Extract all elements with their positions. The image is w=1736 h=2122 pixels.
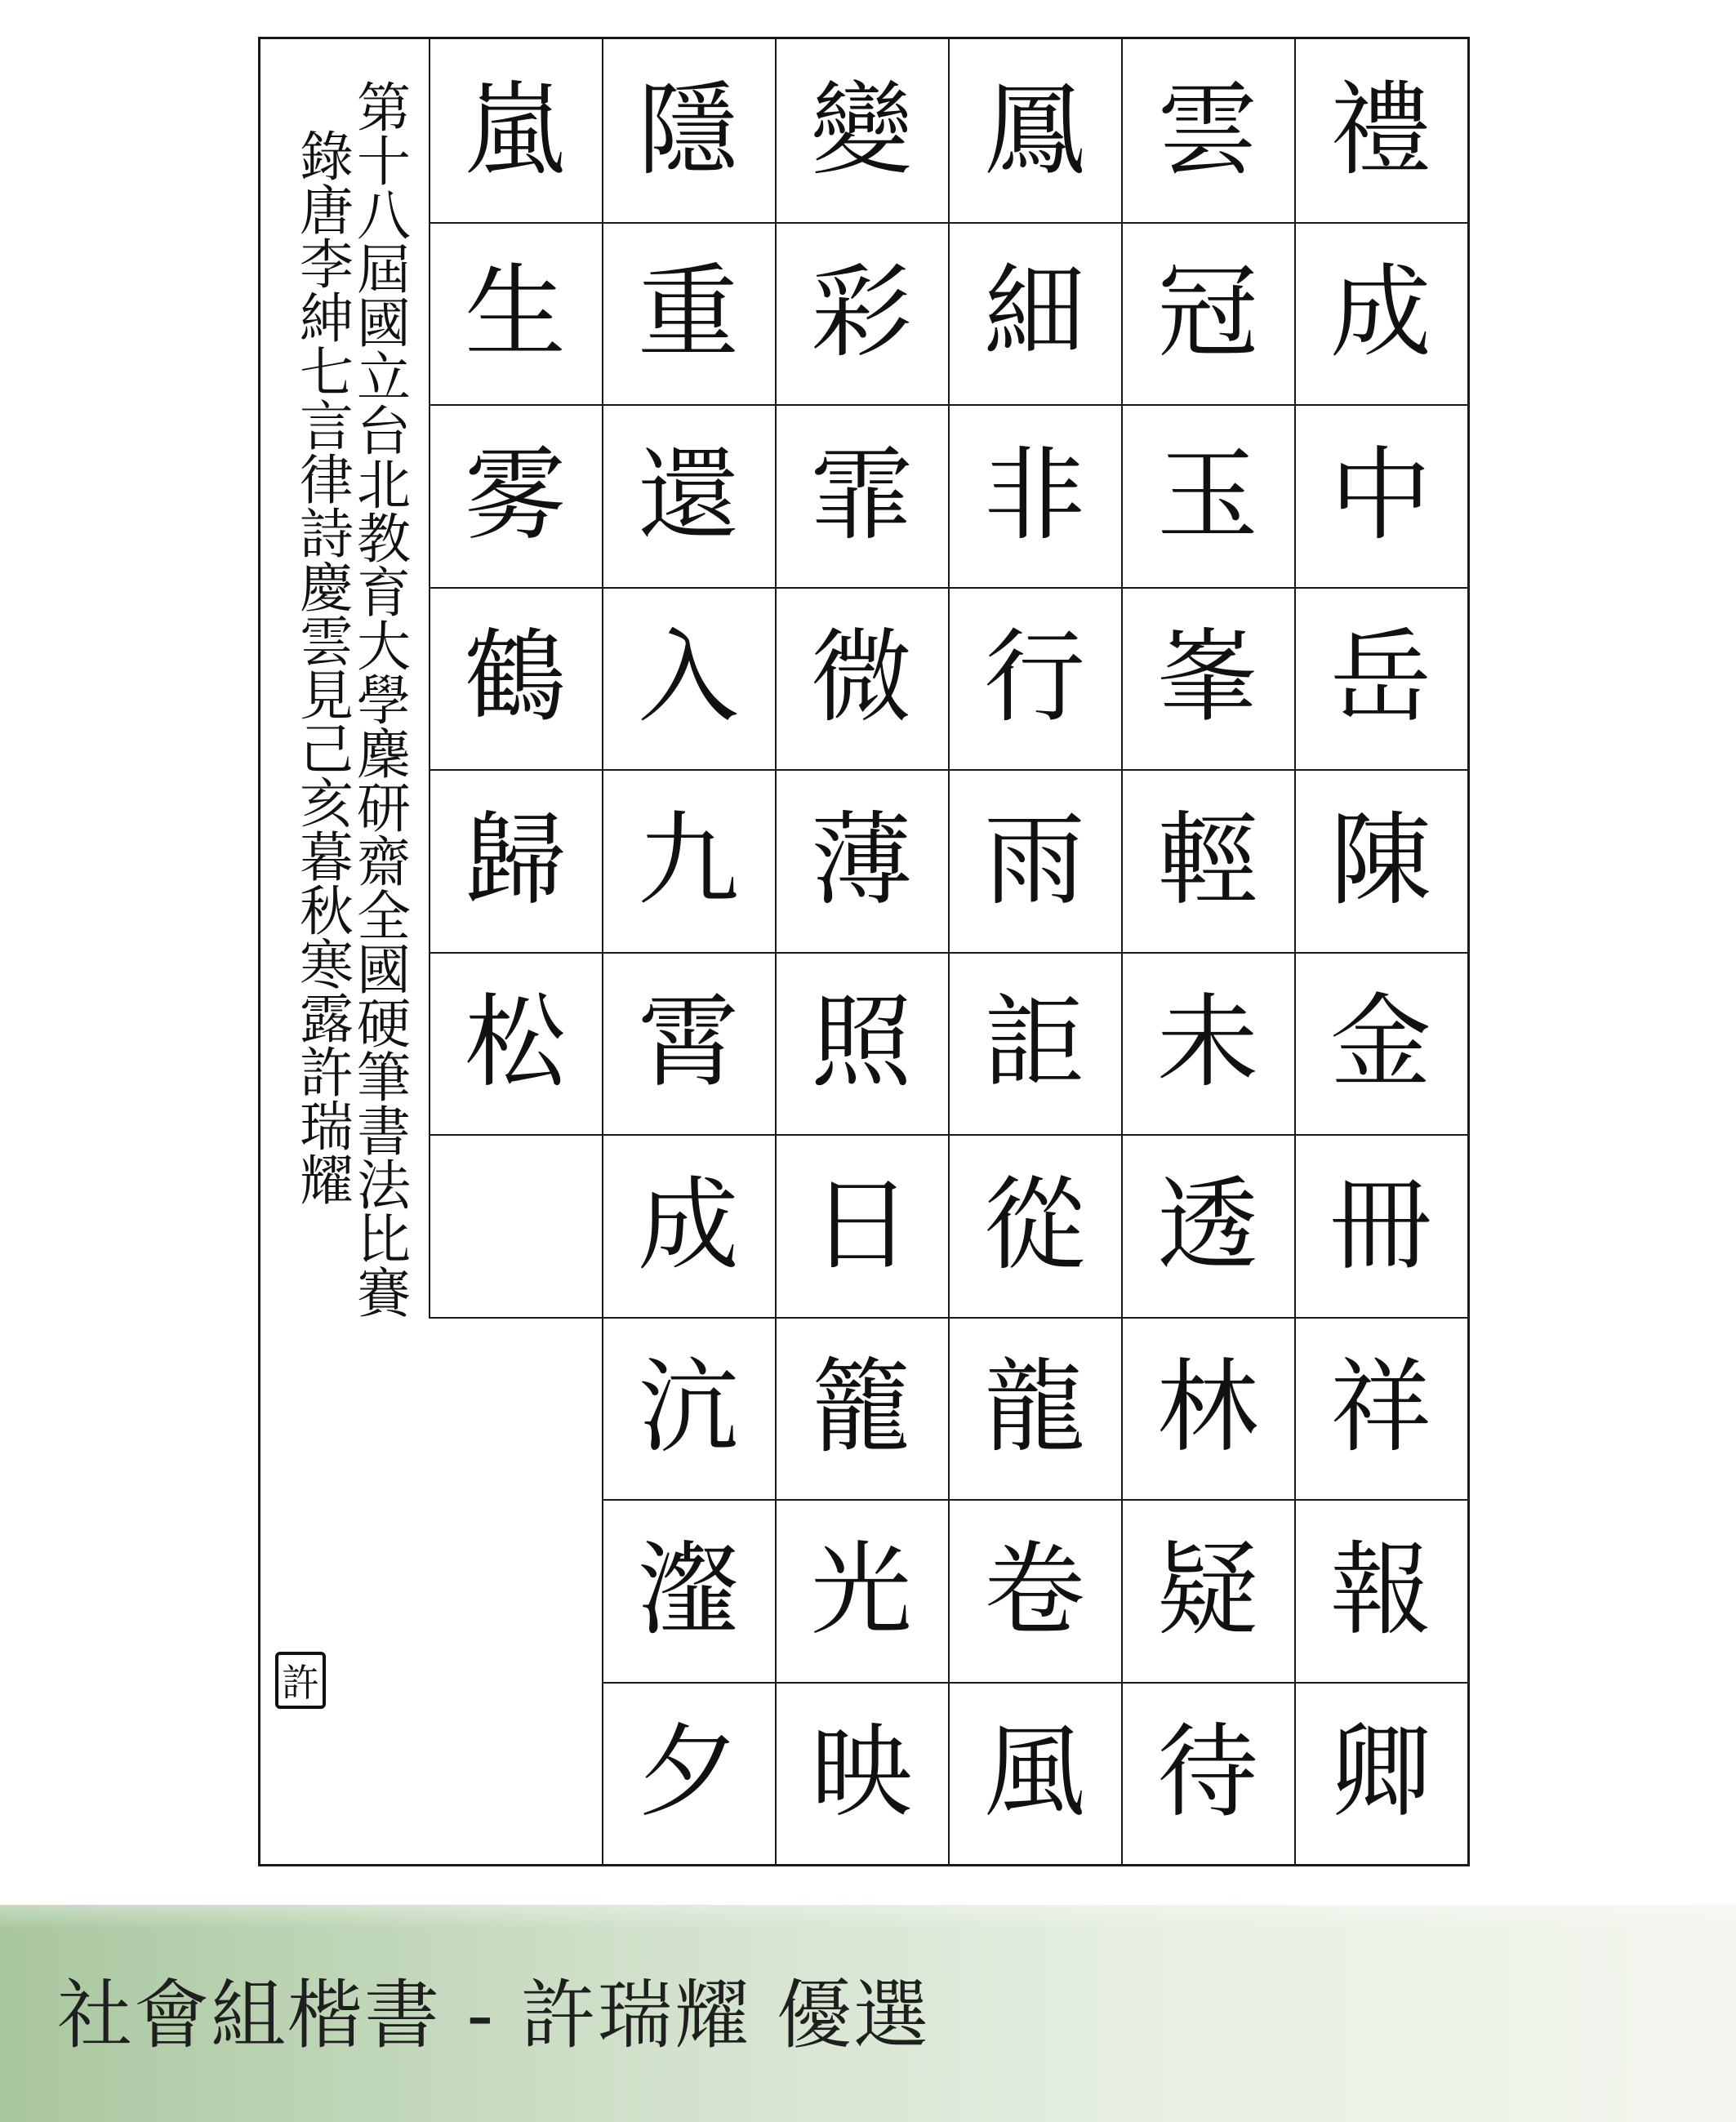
inscription-char: 許 [300, 1042, 354, 1105]
inscription-char: 言 [300, 395, 354, 458]
inscription-char: 台 [357, 400, 411, 463]
inscription-char: 立 [357, 346, 411, 409]
grid-cell: 禮 [1329, 71, 1431, 189]
grid-cell: 還 [637, 436, 739, 554]
inscription-char: 齋 [357, 831, 411, 894]
inscription-char: 唐 [300, 180, 354, 242]
grid-cell: 彩 [810, 254, 912, 372]
grid-cell: 瀣 [637, 1531, 739, 1649]
grid-cell: 鶴 [464, 619, 566, 737]
grid-cell: 變 [810, 71, 912, 189]
inscription-char: 紳 [300, 287, 354, 350]
grid-cell: 雨 [983, 801, 1085, 919]
seal-stamp: 許 [275, 1652, 326, 1709]
inscription-char: 屆 [357, 238, 411, 301]
inscription-char: 十 [357, 131, 411, 194]
grid-cell: 日 [810, 1166, 912, 1284]
inscription-char: 露 [300, 988, 354, 1051]
inscription-char: 寒 [300, 934, 354, 997]
grid-cell: 峯 [1156, 619, 1258, 737]
grid-cell: 陳 [1329, 801, 1431, 919]
image-caption: 社會組楷書 - 許瑞耀 優選 [57, 1972, 930, 2059]
grid-cell: 龍 [983, 1349, 1085, 1467]
grid-cell: 玉 [1156, 436, 1258, 554]
inscription-char: 己 [300, 718, 354, 781]
inscription-char: 法 [357, 1154, 411, 1217]
grid-horizontal-line [429, 1317, 602, 1319]
grid-cell: 卷 [983, 1531, 1085, 1649]
inscription-char: 北 [357, 454, 411, 517]
grid-cell: 輕 [1156, 801, 1258, 919]
inscription-char: 比 [357, 1208, 411, 1271]
grid-cell: 隱 [637, 71, 739, 189]
grid-cell: 嵐 [464, 71, 566, 189]
grid-cell: 冠 [1156, 254, 1258, 372]
inscription-char: 李 [300, 234, 354, 296]
inscription-char: 全 [357, 885, 411, 948]
grid-cell: 霄 [637, 984, 739, 1102]
grid-cell: 歸 [464, 801, 566, 919]
inscription-char: 瑞 [300, 1096, 354, 1159]
grid-cell: 九 [637, 801, 739, 919]
inscription-char: 麇 [357, 723, 411, 786]
grid-cell: 松 [464, 984, 566, 1102]
grid-cell: 風 [983, 1714, 1085, 1832]
grid-cell: 岳 [1329, 619, 1431, 737]
inscription-char: 見 [300, 665, 354, 727]
inscription-char: 暮 [300, 826, 354, 889]
grid-cell: 照 [810, 984, 912, 1102]
inscription-char: 第 [357, 77, 411, 140]
inscription-char: 慶 [300, 557, 354, 620]
grid-cell: 成 [1329, 254, 1431, 372]
grid-cell: 重 [637, 254, 739, 372]
inscription-char: 書 [357, 1101, 411, 1163]
grid-cell: 待 [1156, 1714, 1258, 1832]
inscription-left [300, 126, 354, 1212]
inscription-char: 硬 [357, 993, 411, 1056]
grid-cell: 透 [1156, 1166, 1258, 1284]
grid-cell: 詎 [983, 984, 1085, 1102]
grid-cell [429, 1134, 602, 1317]
grid-cell: 行 [983, 619, 1085, 737]
grid-cell: 細 [983, 254, 1085, 372]
grid-cell: 雾 [464, 436, 566, 554]
grid-cell: 冊 [1329, 1166, 1431, 1284]
grid-cell: 祥 [1329, 1349, 1431, 1467]
inscription-char: 雲 [300, 611, 354, 674]
inscription-char: 耀 [300, 1150, 354, 1212]
grid-cell: 報 [1329, 1531, 1431, 1649]
grid-cell: 微 [810, 619, 912, 737]
grid-cell: 從 [983, 1166, 1085, 1284]
grid-cell: 卿 [1329, 1714, 1431, 1832]
inscription-char: 詩 [300, 503, 354, 566]
grid-cell: 非 [983, 436, 1085, 554]
inscription-char: 研 [357, 777, 411, 840]
grid-cell: 霏 [810, 436, 912, 554]
grid-cell: 光 [810, 1531, 912, 1649]
grid-cell: 沆 [637, 1349, 739, 1467]
inscription-char: 七 [300, 341, 354, 404]
grid-cell: 雲 [1156, 71, 1258, 189]
inscription-char: 律 [300, 449, 354, 512]
grid-cell: 鳳 [983, 71, 1085, 189]
grid-cell: 薄 [810, 801, 912, 919]
inscription-char: 學 [357, 670, 411, 732]
grid-cell: 入 [637, 619, 739, 737]
inscription-char: 教 [357, 508, 411, 571]
grid-cell: 成 [637, 1166, 739, 1284]
inscription-char: 國 [357, 292, 411, 355]
grid-cell: 林 [1156, 1349, 1258, 1467]
grid-cell: 中 [1329, 436, 1431, 554]
grid-cell: 夕 [637, 1714, 739, 1832]
inscription-char: 亥 [300, 772, 354, 835]
grid-cell: 疑 [1156, 1531, 1258, 1649]
calligraphy-sheet [258, 37, 1470, 1866]
grid-cell: 生 [464, 254, 566, 372]
inscription-char: 大 [357, 616, 411, 678]
inscription-char: 國 [357, 939, 411, 1002]
grid-cell: 映 [810, 1714, 912, 1832]
grid-cell: 金 [1329, 984, 1431, 1102]
grid-cell: 未 [1156, 984, 1258, 1102]
inscription-char: 八 [357, 185, 411, 247]
inscription-right [357, 77, 411, 1325]
inscription-char: 賽 [357, 1262, 411, 1325]
inscription-char: 育 [357, 562, 411, 625]
inscription-char: 錄 [300, 126, 354, 189]
inscription-char: 筆 [357, 1047, 411, 1110]
inscription-char: 秋 [300, 880, 354, 943]
grid-cell: 籠 [810, 1349, 912, 1467]
